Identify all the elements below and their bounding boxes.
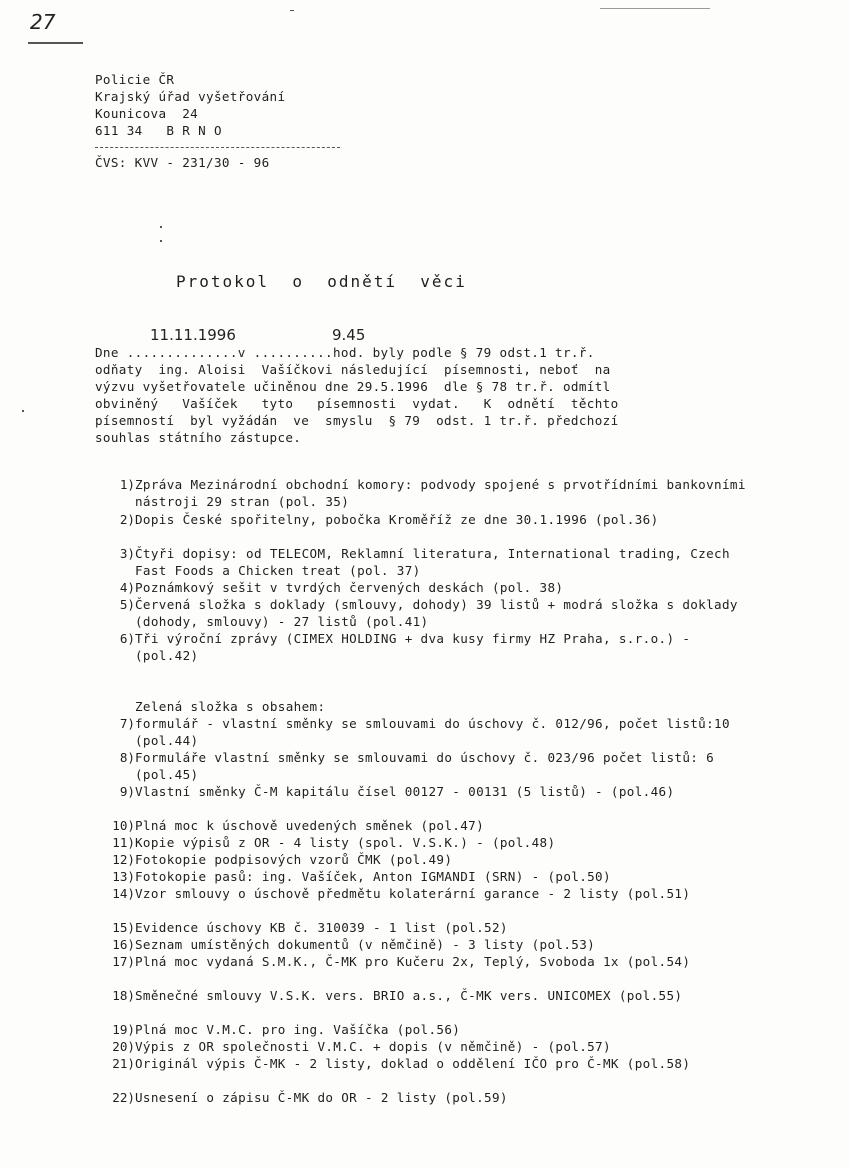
- item-number: 15): [112, 920, 135, 935]
- item-text: Formuláře vlastní směnky se smlouvami do úschovy č. 023/96 počet listů: 6 (pol.45): [135, 750, 715, 783]
- item-text: Vlastní směnky Č-M kapitálu čísel 00127 - 00131 (5 listů) - (pol.46): [135, 784, 675, 799]
- item-number: 2): [119, 512, 135, 527]
- item-text: Seznam umístěných dokumentů (v němčině) - 3 listy (pol.53): [135, 937, 596, 952]
- item-text: Fotokopie podpisových vzorů ČMK (pol.49): [135, 852, 453, 867]
- item-number: 22): [112, 1090, 135, 1105]
- item-number: 20): [112, 1039, 135, 1054]
- item-number: 8): [119, 750, 135, 765]
- item-text: Tři výroční zprávy (CIMEX HOLDING + dva kusy firmy HZ Praha, s.r.o.) - (pol.42): [135, 631, 691, 664]
- item-text: Usnesení o zápisu Č-MK do OR - 2 listy (pol.59): [135, 1090, 508, 1105]
- item-number: 21): [112, 1056, 135, 1071]
- scan-speck: [160, 226, 162, 228]
- item-text: Dopis České spořitelny, pobočka Kroměříž ze dne 30.1.1996 (pol.36): [135, 512, 659, 527]
- item-text: Zpráva Mezinárodní obchodní komory: podvody spojené s prvotřídními bankovními nástroji 29 stran (pol. 35): [135, 477, 746, 510]
- scan-speck: [160, 240, 162, 242]
- intro-line-2: odňaty ing. Aloisi Vašíčkovi následující písemnosti, neboť na: [95, 362, 611, 377]
- item-number: 18): [112, 988, 135, 1003]
- item-number: 13): [112, 869, 135, 884]
- item-text: Fotokopie pasů: ing. Vašíček, Anton IGMANDI (SRN) - (pol.50): [135, 869, 611, 884]
- item-number: 1): [119, 477, 135, 492]
- item-text: Originál výpis Č-MK - 2 listy, doklad o oddělení IČO pro Č-MK (pol.58): [135, 1056, 691, 1071]
- item-number: 14): [112, 886, 135, 901]
- handwritten-date: 11.11.1996: [150, 326, 236, 344]
- intro-line-1: Dne ..............v ..........hod. byly podle § 79 odst.1 tr.ř.: [95, 345, 595, 360]
- item-number: 6): [119, 631, 135, 646]
- item-number: 10): [112, 818, 135, 833]
- page-number-underline: [28, 42, 83, 44]
- scan-speck: [22, 410, 24, 412]
- item-text: Kopie výpisů z OR - 4 listy (spol. V.S.K.) - (pol.48): [135, 835, 556, 850]
- item-text: Vzor smlouvy o úschově předmětu kolaterární garance - 2 listy (pol.51): [135, 886, 691, 901]
- item-number: 19): [112, 1022, 135, 1037]
- item-text: Směnečné smlouvy V.S.K. vers. BRIO a.s., Č-MK vers. UNICOMEX (pol.55): [135, 988, 683, 1003]
- intro-line-3: výzvu vyšetřovatele učiněnou dne 29.5.1996 dle § 78 tr.ř. odmítl: [95, 379, 611, 394]
- header-line-3: Kounicova 24: [95, 106, 199, 121]
- intro-line-4: obviněný Vašíček tyto písemnosti vydat. K odnětí těchto: [95, 396, 619, 411]
- item-text: Poznámkový sešit v tvrdých červených deskách (pol. 38): [135, 580, 564, 595]
- item-number: 5): [119, 597, 135, 612]
- handwritten-time: 9.45: [332, 326, 366, 344]
- item-number: 17): [112, 954, 135, 969]
- item-text: formulář - vlastní směnky se smlouvami do úschovy č. 012/96, počet listů:10 (pol.44): [135, 716, 730, 749]
- item-text: Plná moc k úschově uvedených směnek (pol.47): [135, 818, 485, 833]
- item-text: Plná moc vydaná S.M.K., Č-MK pro Kučeru 2x, Teplý, Svoboda 1x (pol.54): [135, 954, 691, 969]
- item-text: Červená složka s doklady (smlouvy, dohody) 39 listů + modrá složka s doklady (dohody, smlouvy) - 27 listů (pol.41): [135, 597, 738, 630]
- scan-speck: [290, 10, 294, 11]
- header-divider: [95, 147, 340, 148]
- header-line-1: Policie ČR: [95, 72, 175, 87]
- handwritten-page-number: 27: [30, 10, 56, 34]
- item-number: 3): [119, 546, 135, 561]
- scan-speck: [600, 8, 710, 9]
- item-number: 12): [112, 852, 135, 867]
- header-line-4: 611 34 B R N O: [95, 123, 222, 138]
- green-folder-heading: Zelená složka s obsahem:: [135, 699, 326, 714]
- intro-line-5: písemností byl vyžádán ve smyslu § 79 odst. 1 tr.ř. předchozí: [95, 413, 619, 428]
- item-number: 11): [112, 835, 135, 850]
- item-text: Evidence úschovy KB č. 310039 - 1 list (pol.52): [135, 920, 508, 935]
- item-number: 4): [119, 580, 135, 595]
- header-line-2: Krajský úřad vyšetřování: [95, 89, 286, 104]
- item-number: 9): [119, 784, 135, 799]
- item-text: Plná moc V.M.C. pro ing. Vašíčka (pol.56): [135, 1022, 461, 1037]
- reference-number: ČVS: KVV - 231/30 - 96: [95, 155, 270, 170]
- item-text: Výpis z OR společnosti V.M.C. + dopis (v němčině) - (pol.57): [135, 1039, 611, 1054]
- item-number: 7): [119, 716, 135, 731]
- intro-line-6: souhlas státního zástupce.: [95, 430, 302, 445]
- item-text: Čtyři dopisy: od TELECOM, Reklamní literatura, International trading, Czech Fast Foods a Chicken treat (pol. 37): [135, 546, 730, 579]
- item-number: 16): [112, 937, 135, 952]
- document-title: Protokol o odnětí věci: [176, 272, 467, 291]
